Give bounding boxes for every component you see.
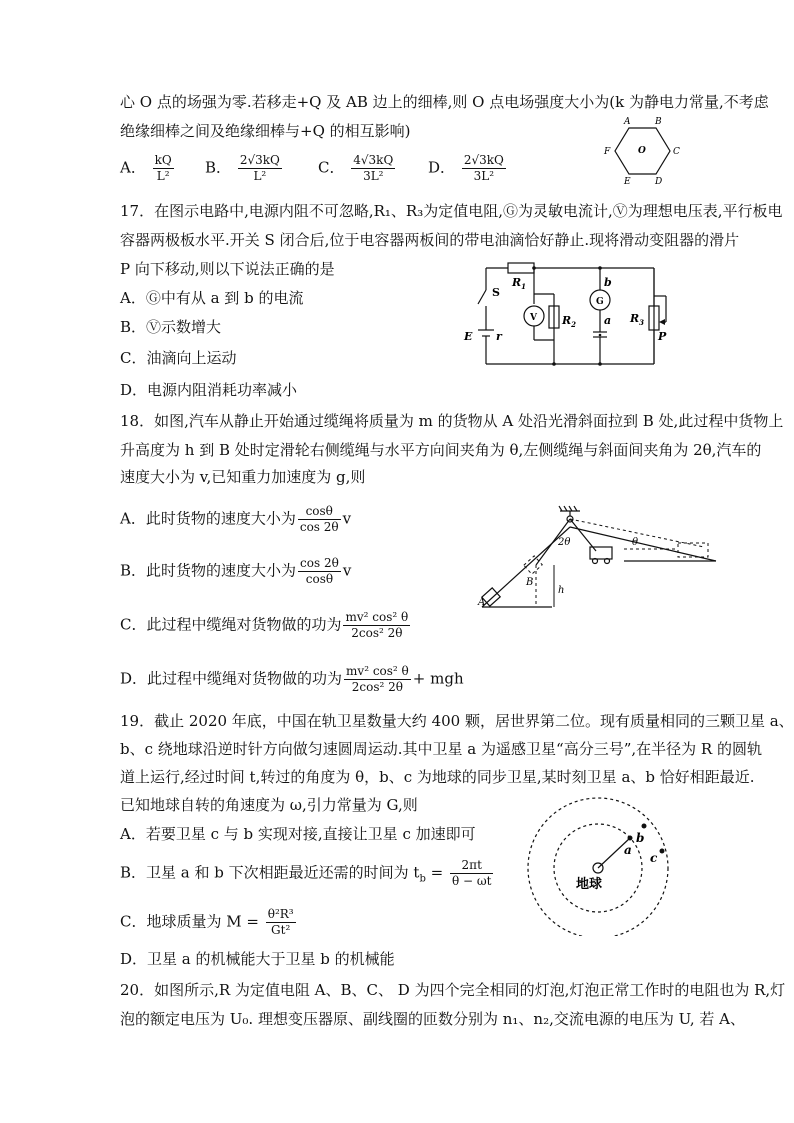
q18-option-b xyxy=(120,556,351,587)
q16-option-b xyxy=(205,153,284,184)
fraction-numerator: θ²R³ xyxy=(267,907,294,921)
q16-option-d xyxy=(428,153,508,184)
subscript: b xyxy=(419,873,426,885)
label-e: E xyxy=(464,330,473,343)
option-suffix: + mgh xyxy=(412,669,464,688)
label-b-point: B xyxy=(526,577,534,588)
fraction-denominator: 3L² xyxy=(363,169,384,183)
q19-option-a: A．若要卫星 c 与 b 实现对接,直接让卫星 c 加速即可 xyxy=(120,825,476,843)
label-sat-c: c xyxy=(650,851,658,865)
q18-option-a xyxy=(120,504,351,535)
incline-pulley-figure xyxy=(474,503,720,615)
q19-option-b xyxy=(120,858,495,891)
hex-label-b: B xyxy=(655,117,662,127)
hex-label-e: E xyxy=(624,177,631,187)
option-label: A． xyxy=(120,158,146,177)
q17-option-c: C．油滴向上运动 xyxy=(120,349,237,367)
option-suffix: v xyxy=(342,561,352,580)
q16-option-a xyxy=(120,153,176,184)
fraction xyxy=(238,153,282,184)
fraction-denominator: Gt² xyxy=(271,923,291,937)
car xyxy=(590,547,612,559)
q17-text-line3: P 向下移动,则以下说法正确的是 xyxy=(120,260,335,278)
q17-option-a: A．Ⓖ中有从 a 到 b 的电流 xyxy=(120,289,304,307)
oil-droplet xyxy=(599,334,602,337)
fraction-denominator: cosθ xyxy=(305,572,334,586)
label-a: a xyxy=(604,314,612,327)
q19-option-c xyxy=(120,907,298,938)
ground-top xyxy=(570,527,716,561)
label-s: S xyxy=(492,286,500,299)
hex-label-o: O xyxy=(638,146,646,156)
q18-text-line3: 速度大小为 v,已知重力加速度为 g,则 xyxy=(120,468,366,486)
orbit-figure xyxy=(526,796,682,936)
satellite-b xyxy=(642,824,647,829)
q19-text-line1: 19．截止 2020 年底，中国在轨卫星数量大约 400 颗，居世界第二位。现有质量相同的三颗卫星 a、 xyxy=(120,712,794,730)
label-p: P xyxy=(658,330,667,343)
hex-label-d: D xyxy=(655,177,663,187)
fraction-numerator: kQ xyxy=(154,153,172,167)
fraction-denominator: 2cos² 2θ xyxy=(351,680,404,694)
fraction-numerator: 4√3kQ xyxy=(353,153,394,167)
fraction xyxy=(462,153,506,184)
fraction-denominator: 2cos² 2θ xyxy=(351,626,403,640)
q17-option-b: B．Ⓥ示数增大 xyxy=(120,318,222,336)
satellite-c xyxy=(660,849,665,854)
fraction-numerator: cos 2θ xyxy=(300,556,339,570)
option-text: B．卫星 a 和 b 下次相距最近还需的时间为 t xyxy=(120,863,420,882)
fraction-denominator: θ − ωt xyxy=(451,874,492,888)
hex-label-f: F xyxy=(604,147,611,157)
label-sat-a: a xyxy=(624,843,632,857)
fraction-numerator: mv² cos² θ xyxy=(346,664,409,678)
fraction xyxy=(266,907,296,938)
hexagon-figure xyxy=(596,116,692,188)
fraction-numerator: mv² cos² θ xyxy=(345,610,409,624)
fraction xyxy=(351,153,395,184)
label-r1: $R_1$ xyxy=(512,276,527,291)
q17-option-d: D．电源内阻消耗功率减小 xyxy=(120,381,298,399)
hex-label-a: A xyxy=(624,117,631,127)
circuit-diagram xyxy=(462,256,670,372)
q19-text-line2: b、c 绕地球沿逆时针方向做匀速圆周运动.其中卫星 a 为遥感卫星“高分三号”,在半径为 R 的圆轨 xyxy=(120,740,762,758)
fraction xyxy=(298,556,341,587)
fraction-denominator: 3L² xyxy=(473,169,495,183)
option-text: C．此过程中缆绳对货物做的功为 xyxy=(120,615,342,634)
label-r: r xyxy=(496,330,502,343)
fraction xyxy=(153,153,174,184)
fraction-denominator: cos 2θ xyxy=(299,520,339,534)
fraction xyxy=(450,858,494,889)
q20-text-line2: 泡的额定电压为 U₀. 理想变压器原、副线圈的匝数分别为 n₁、n₂,交流电源的电压为 U, 若 A、 xyxy=(120,1010,746,1028)
label-angle-theta: θ xyxy=(632,537,639,548)
option-label: B． xyxy=(205,158,232,177)
fraction-numerator: 2√3kQ xyxy=(239,153,280,167)
label-r2: $R_2$ xyxy=(562,314,577,329)
q16-text-line1: 心 O 点的场强为零.若移走+Q 及 AB 边上的细棒,则 O 点电场强度大小为(k 为静电力常量,不考虑 xyxy=(120,93,769,111)
option-label: D． xyxy=(428,158,456,177)
fraction xyxy=(298,504,341,535)
q18-option-d xyxy=(120,664,464,695)
q20-text-line1: 20．如图所示,R 为定值电阻 A、B、C、 D 为四个完全相同的灯泡,灯泡正常工作时的电阻也为 R,灯 xyxy=(120,981,786,999)
fraction-numerator: cosθ xyxy=(298,504,341,520)
option-suffix: v xyxy=(342,509,352,528)
label-g: G xyxy=(596,297,604,307)
q18-text-line1: 18．如图,汽车从静止开始通过缆绳将质量为 m 的货物从 A 处沿光滑斜面拉到 B 处,此过程中货物上 xyxy=(120,412,784,430)
fraction-denominator: L² xyxy=(156,169,170,183)
label-h: h xyxy=(558,585,565,596)
dashed-car xyxy=(678,543,708,557)
q17-text-line1: 17．在图示电路中,电源内阻不可忽略,R₁、R₃为定值电阻,Ⓖ为灵敏电流计,Ⓥ为理想电压表,平行板电 xyxy=(120,202,783,220)
q18-option-c xyxy=(120,610,412,641)
label-b: b xyxy=(604,276,612,289)
option-text: B．此时货物的速度大小为 xyxy=(120,561,297,580)
fraction-numerator: 2√3kQ xyxy=(463,153,504,167)
cable-right xyxy=(570,519,596,551)
label-v: V xyxy=(530,313,537,323)
q17-text-line2: 容器两极板水平.开关 S 闭合后,位于电容器两板间的带电油滴恰好静止.现将滑动变阻器的滑片 xyxy=(120,231,740,249)
resistor-r1 xyxy=(508,263,534,273)
option-label: C． xyxy=(318,158,345,177)
option-text: A．此时货物的速度大小为 xyxy=(120,509,296,528)
equals: = xyxy=(425,863,448,882)
slider-arrow xyxy=(659,319,665,325)
fraction-denominator: L² xyxy=(253,169,267,183)
option-text: D．此过程中缆绳对货物做的功为 xyxy=(120,669,343,688)
label-angle-2theta: 2θ xyxy=(558,537,571,548)
q16-text-line2: 绝缘细棒之间及绝缘细棒与+Q 的相互影响) xyxy=(120,122,411,140)
option-text: C．地球质量为 M = xyxy=(120,912,264,931)
fraction-numerator: 2πt xyxy=(450,858,494,874)
q19-text-line4: 已知地球自转的角速度为 ω,引力常量为 G,则 xyxy=(120,796,418,814)
q18-text-line2: 升高度为 h 到 B 处时定滑轮右侧缆绳与水平方向间夹角为 θ,左侧缆绳与斜面间夹角为 2θ,汽车的 xyxy=(120,441,762,459)
q19-text-line3: 道上运行,经过时间 t,转过的角度为 θ，b、c 为地球的同步卫星,某时刻卫星 a、b 恰好相距最近. xyxy=(120,768,755,786)
q16-option-c xyxy=(318,153,397,184)
fraction xyxy=(344,664,411,695)
hex-label-c: C xyxy=(673,147,680,157)
cargo-b xyxy=(524,556,542,574)
fraction xyxy=(343,610,410,641)
label-a-point: A xyxy=(478,597,486,608)
label-r3: $R_3$ xyxy=(630,312,645,327)
label-earth: 地球 xyxy=(576,877,603,892)
switch-s xyxy=(478,290,486,304)
q19-option-d: D．卫星 a 的机械能大于卫星 b 的机械能 xyxy=(120,950,395,968)
satellite-a xyxy=(628,836,633,841)
label-sat-b: b xyxy=(636,831,645,845)
